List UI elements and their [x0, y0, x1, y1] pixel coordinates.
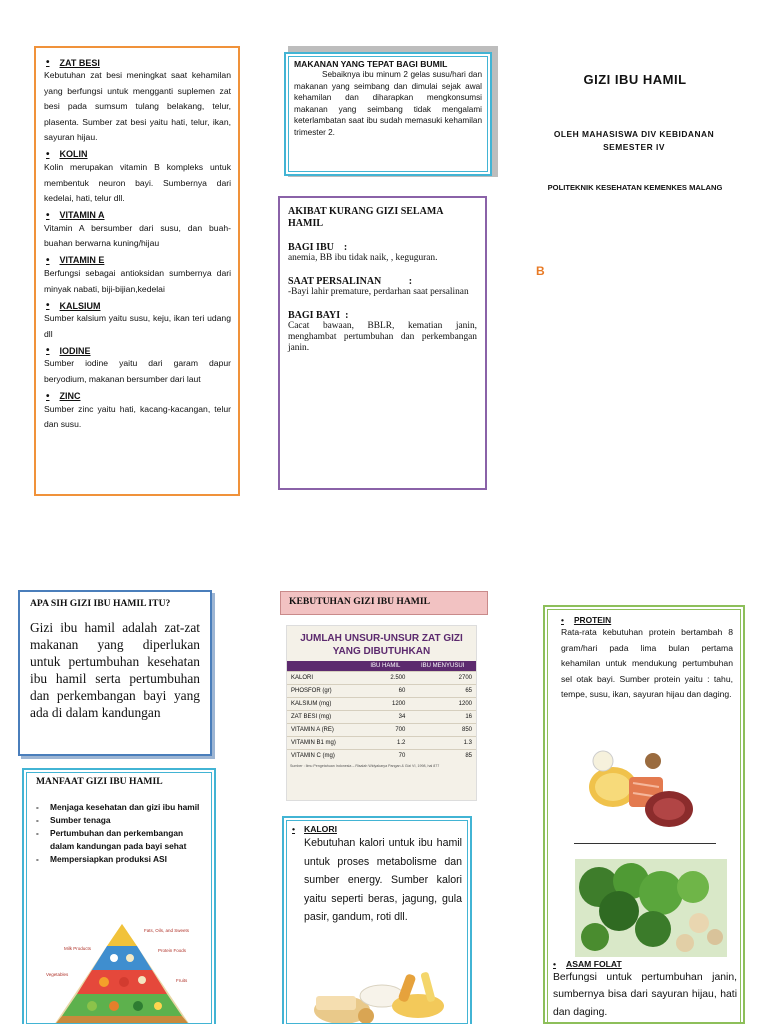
nutrient-title — [44, 210, 231, 221]
apa-text: Gizi ibu hamil adalah zat-zat makanan yang diperlukan untuk pertumbuhan kesehatan ibu hamil serta pertumbuhan dan perkembangan bayi yang ada di dalam kandungan — [30, 620, 200, 720]
nutrient-title — [44, 255, 231, 266]
asam-folat-text: Berfungsi untuk pertumbuhan janin, sumbernya bisa dari sayuran hijau, hati dan daging. — [553, 972, 737, 1018]
nutrient-text: Sumber kalsium yaitu susu, keju, ikan teri udang dll — [44, 313, 231, 339]
bullet-icon: • — [561, 615, 564, 625]
table-row — [287, 750, 476, 763]
carbohydrate-food-image — [306, 966, 456, 1024]
kebutuhan-title: KEBUTUHAN GIZI IBU HAMIL — [280, 591, 488, 615]
makanan-text: Sebaiknya ibu minum 2 gelas susu/hari dan makanan yang seimbang dan dimulai sejak awal kehamilan dan diharapkan mengkonsumsi makanan yang seimbang tidak mengalami keterlambatan saat ibu sudah memasuki kehamilan trimester 2. — [294, 70, 482, 137]
table-cell: VITAMIN A (RE) — [287, 724, 361, 737]
nutrient-name: KALSIUM — [59, 300, 101, 311]
table-row — [287, 711, 476, 724]
akibat-bayi-label: BAGI BAYI : — [288, 310, 349, 321]
table-cell: 85 — [409, 750, 476, 763]
nutrient-table — [287, 661, 476, 762]
table-cell: 1200 — [361, 698, 409, 711]
table-title-line: YANG DIBUTUHKAN — [332, 646, 431, 657]
makanan-panel — [284, 52, 492, 176]
nutrient-name: ZINC — [59, 391, 81, 401]
table-cell: 65 — [409, 685, 476, 698]
akibat-panel — [278, 196, 487, 490]
nutrient-name: VITAMIN A — [59, 210, 105, 221]
akibat-ibu-text: anemia, BB ibu tidak naik, , keguguran. — [288, 253, 438, 263]
asam-folat-title — [553, 959, 737, 969]
protein-text: Rata-rata kebutuhan protein bertambah 8 gram/hari pada lima bulan pertama kehamilan untuk mendukung pertumbuhan sel otak bayi. Sumber protein yaitu : tahu, tempe, susu, ikan, sayuran hijau dan daging. — [561, 627, 733, 700]
table-row — [287, 724, 476, 737]
pyramid-label: Fruits — [176, 978, 188, 983]
akibat-title: AKIBAT KURANG GIZI SELAMA HAMIL — [288, 206, 443, 229]
nutrient-title — [44, 57, 231, 68]
table-cell: KALSIUM (mg) — [287, 698, 361, 711]
nutrient-list-panel — [34, 46, 240, 496]
bullet-icon: • — [46, 148, 50, 160]
table-title — [287, 626, 476, 658]
table-row — [287, 737, 476, 750]
akibat-persalinan-label: SAAT PERSALINAN : — [288, 276, 413, 287]
table-cell: 34 — [361, 711, 409, 724]
kalori-text: Kebutuhan kalori untuk ibu hamil untuk proses metabolisme dan sumber energy. Sumber kalori yaitu seperti beras, jagung, gula pasir, gandum, roti dll. — [304, 837, 462, 924]
nutrient-text: Sumber zinc yaitu hati, kacang-kacangan, telur dan susu. — [44, 403, 231, 430]
table-row — [287, 685, 476, 698]
pyramid-label: Protein Foods — [158, 948, 187, 953]
akibat-persalinan-text: -Bayi lahir premature, perdarhan saat persalinan — [288, 287, 469, 297]
kalori-name: KALORI — [304, 824, 337, 834]
table-header-cell: IBU HAMIL — [361, 661, 409, 672]
bullet-icon: • — [46, 390, 50, 402]
apa-title: APA SIH GIZI IBU HAMIL ITU? — [30, 598, 171, 609]
dash-icon: - — [36, 802, 39, 812]
cover-author: OLEH MAHASISWA DIV KEBIDANAN SEMESTER IV — [553, 129, 715, 152]
asam-folat-name: ASAM FOLAT — [566, 959, 622, 969]
bullet-icon: • — [46, 254, 50, 266]
list-item — [32, 814, 206, 827]
table-header-row — [287, 661, 476, 672]
dash-icon: - — [36, 815, 39, 825]
table-cell: ZAT BESI (mg) — [287, 711, 361, 724]
protein-panel — [543, 605, 745, 1024]
cover-title: GIZI IBU HAMIL — [583, 72, 687, 87]
kalori-title — [292, 824, 462, 834]
nutrient-text: Kolin merupakan vitamin B kompleks untuk membentuk neuron bayi. Sumbernya dari kedelai, hati, telur dll. — [44, 161, 231, 204]
nutrient-name: ZAT BESI — [59, 57, 100, 68]
asam-folat-section — [553, 959, 737, 1021]
pyramid-label: Milk Products — [64, 946, 92, 951]
kalori-panel — [282, 816, 472, 1024]
food-pyramid-image — [42, 920, 202, 1024]
apa-panel — [18, 590, 212, 756]
bullet-icon: • — [46, 345, 50, 357]
table-cell: 2700 — [409, 672, 476, 685]
table-cell: 2.500 — [361, 672, 409, 685]
table-cell: 850 — [409, 724, 476, 737]
manfaat-panel — [22, 768, 216, 1024]
manfaat-item-text: Mempersiapkan produksi ASI — [50, 854, 167, 864]
dash-icon: - — [36, 854, 39, 864]
bullet-icon: • — [553, 959, 557, 969]
nutrient-title — [44, 300, 231, 311]
table-cell: PHOSFOR (gr) — [287, 685, 361, 698]
table-cell: VITAMIN B1 mg) — [287, 737, 361, 750]
protein-food-image — [583, 747, 703, 837]
table-row — [287, 672, 476, 685]
table-cell: VITAMIN C (mg) — [287, 750, 361, 763]
bullet-icon: • — [292, 824, 296, 834]
vegetable-image — [575, 859, 727, 957]
akibat-bayi-text: Cacat bawaan, BBLR, kematian janin, menghambat pertumbuhan dan perkembangan janin. — [288, 321, 477, 353]
bullet-icon: • — [46, 300, 50, 312]
table-cell: 1.2 — [361, 737, 409, 750]
table-cell: 70 — [361, 750, 409, 763]
table-cell: KALORI — [287, 672, 361, 685]
bullet-icon: • — [46, 209, 50, 221]
pyramid-label: Fats, Oils, and Sweets — [144, 928, 190, 933]
table-cell: 1.3 — [409, 737, 476, 750]
manfaat-list — [32, 801, 206, 866]
bullet-icon: • — [46, 57, 50, 68]
manfaat-item-text: Sumber tenaga — [50, 815, 111, 825]
cover-letter: B — [536, 264, 545, 278]
table-cell: 16 — [409, 711, 476, 724]
protein-title — [561, 615, 733, 625]
table-title-line: JUMLAH UNSUR-UNSUR ZAT GIZI — [300, 633, 463, 644]
protein-name: PROTEIN — [573, 615, 612, 625]
pyramid-label: Vegetables — [46, 972, 69, 977]
nutrient-table-image — [286, 625, 477, 801]
manfaat-item-text: Pertumbuhan dan perkembangan dalam kandungan pada bayi sehat — [50, 828, 187, 851]
manfaat-title: MANFAAT GIZI IBU HAMIL — [36, 776, 163, 787]
dash-icon: - — [36, 828, 39, 838]
table-header-cell — [287, 661, 361, 672]
table-source: Sumber : Ilmu Pengetahuan Indonesia – Risalah Widyakarya Pangan & Gizi VI, 1998, hal 877 — [290, 764, 440, 768]
list-item — [32, 827, 206, 853]
manfaat-item-text: Menjaga kesehatan dan gizi ibu hamil — [50, 802, 200, 812]
akibat-ibu-label: BAGI IBU : — [288, 242, 348, 253]
list-item — [32, 853, 206, 866]
nutrient-title — [44, 391, 231, 402]
table-row — [287, 698, 476, 711]
cover-institution: POLITEKNIK KESEHATAN KEMENKES MALANG — [547, 183, 723, 192]
nutrient-text: Vitamin A bersumber dari susu, dan buah-buahan berwarna kuning/hijau — [44, 222, 231, 249]
table-cell: 60 — [361, 685, 409, 698]
nutrient-name: IODINE — [59, 345, 91, 356]
makanan-title: MAKANAN YANG TEPAT BAGI BUMIL — [294, 59, 448, 69]
nutrient-name: KOLIN — [59, 149, 88, 160]
divider-line — [574, 843, 716, 844]
table-cell: 1200 — [409, 698, 476, 711]
nutrient-text: Kebutuhan zat besi meningkat saat kehamilan yang berfungsi untuk mengganti suplemen zat besi pada sumsum tulang belakang, telur, plasenta. Sumber zat besi yaitu hati, telur, ikan, sayuran hijau. — [44, 70, 231, 143]
nutrient-name: VITAMIN E — [59, 255, 105, 266]
list-item — [32, 801, 206, 814]
table-cell: 700 — [361, 724, 409, 737]
nutrient-title — [44, 149, 231, 160]
table-header-cell: IBU MENYUSUI — [409, 661, 476, 672]
nutrient-text: Sumber iodine yaitu dari garam dapur beryodium, makanan bersumber dari laut — [44, 358, 231, 384]
nutrient-title — [44, 345, 231, 356]
nutrient-text: Berfungsi sebagai antioksidan sumbernya dari minyak nabati, biji-bijian,kedelai — [44, 267, 231, 294]
vegetable-image-wrap — [553, 859, 733, 959]
